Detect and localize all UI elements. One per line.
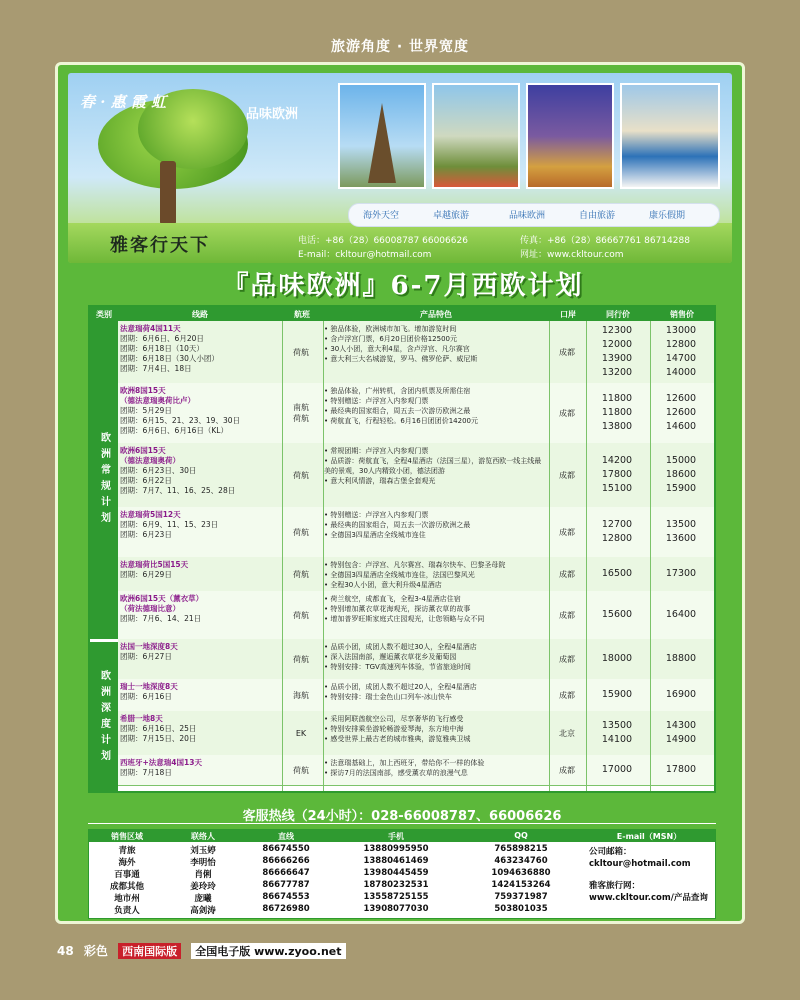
- route-dates: 团期：6月16日: [120, 692, 172, 701]
- header-qq: QQ: [514, 831, 528, 840]
- port-cell: 北京: [559, 728, 575, 738]
- trade-price: 17800: [601, 469, 633, 480]
- edition-web: 全国电子版 www.zyoo.net: [191, 943, 345, 959]
- sale-price-cell: [652, 321, 710, 383]
- sales-mobile: 13980445459: [363, 868, 429, 878]
- page-number: 48: [57, 944, 74, 958]
- company-web-label: 雅客旅行网：: [589, 881, 641, 891]
- sales-contact-table: [88, 829, 716, 919]
- sale-price-cell: [652, 711, 710, 755]
- page-header: 旅游角度 · 世界宽度: [330, 39, 470, 55]
- trade-price: 12300: [601, 325, 633, 336]
- sale-price-cell: [652, 639, 710, 679]
- photo-santorini: [620, 83, 720, 189]
- sales-line: 86674553: [262, 892, 310, 902]
- sale-price-cell: [652, 591, 710, 639]
- trade-price: 14100: [601, 734, 633, 745]
- sales-contact: 高剑涛: [190, 906, 216, 916]
- sales-qq: 1094636880: [491, 868, 551, 878]
- ad-title: 『品味欧洲』6-7月西欧计划: [222, 271, 584, 301]
- trade-price-cell: [588, 443, 646, 507]
- features-cell: • 独品体验，广州转机，含团内机票及所需住宿 • 特别赠送：卢浮宫入内参观门票 • 最经典的国家组合，周五去一次游历欧洲之最 • 荷航直飞，行程轻松。6月16日团团价14200元: [324, 387, 478, 425]
- route-title: 瑞士一地深度8天: [120, 682, 178, 691]
- features-cell: • 特别赠送：卢浮宫入内参观门票 • 最经典的国家组合，周五去一次游历欧洲之最 • 全德国3四星酒店全线城市连住: [324, 511, 471, 539]
- table-row: [118, 755, 714, 786]
- header-mobile: 手机: [388, 832, 404, 841]
- page-footer: [57, 942, 346, 960]
- sale-price: 14600: [665, 421, 697, 432]
- route-title: 法国一地深度8天: [120, 642, 178, 651]
- route-dates: 团期：6月16日、25日 团期：7月15日、20日: [120, 724, 197, 743]
- trade-price-cell: [588, 557, 646, 591]
- port-cell: 成都: [559, 654, 575, 664]
- route-title: 法意瑞荷5国12天: [120, 510, 181, 519]
- port-cell: 成都: [559, 569, 575, 579]
- features-cell: • 品质小团，成团人数不超过20人，全程4星酒店 • 特别安排：瑞士金色山口列车-冰山快车: [324, 683, 477, 701]
- sales-qq: 463234760: [494, 856, 548, 866]
- sale-price: 12600: [665, 393, 697, 404]
- sale-price-cell: [652, 755, 710, 785]
- airline-cell: 荷航: [293, 569, 309, 579]
- sale-price-cell: [652, 557, 710, 591]
- banner: [68, 73, 732, 263]
- sales-region: 青旅: [118, 846, 136, 856]
- header-email: E-mail（MSN）: [616, 832, 682, 841]
- features-cell: • 采用阿联酋航空公司，尽享奢华的飞行感受 • 特别安排乘坐游轮畅游爱琴海，东方地中海 • 感受世界上最古老的城市雅典，游览雅典卫城: [324, 715, 471, 743]
- sales-line: 86666266: [262, 856, 310, 866]
- sales-contact: 姜玲玲: [190, 882, 216, 892]
- sale-price: 12800: [665, 339, 697, 350]
- sales-contact: 肖俐: [194, 870, 212, 880]
- table-row: [118, 679, 714, 712]
- route-cell: [120, 714, 280, 744]
- trade-price: 13800: [601, 421, 633, 432]
- route-cell: [120, 594, 280, 624]
- table-row: [118, 711, 714, 756]
- company-web[interactable]: www.ckltour.com/产品查询: [589, 893, 708, 903]
- airline-cell: 荷航: [293, 765, 309, 775]
- airline-cell: 荷航: [293, 470, 309, 480]
- trade-price: 13200: [601, 367, 633, 378]
- features-cell: • 法意瑞基础上，加上西班牙，带给你不一样的体验 • 探访7月的法国南部，感受薰衣草的浪漫气息: [324, 759, 485, 777]
- sale-price: 18800: [665, 653, 697, 664]
- sales-region: 海外: [118, 858, 136, 868]
- sale-price: 14700: [665, 353, 697, 364]
- sales-qq: 503801035: [494, 904, 548, 914]
- trade-price: 11800: [601, 407, 633, 418]
- sales-mobile: 13880461469: [363, 856, 429, 866]
- port-cell: 成都: [559, 610, 575, 620]
- route-dates: 团期：6月6日、6月20日 团期：6月18日（10天） 团期：6月18日（30人小团） 团期：7月4日、18日: [120, 334, 219, 373]
- sale-price: 18600: [665, 469, 697, 480]
- sale-price: 13600: [665, 533, 697, 544]
- photo-palace: [526, 83, 614, 189]
- trade-price-cell: [588, 321, 646, 383]
- category-regular: 欧洲常规计划: [90, 321, 118, 639]
- sales-qq: 1424153264: [491, 880, 551, 890]
- brand-euro-logo: 品味欧洲: [246, 107, 299, 122]
- features-cell: • 常规团期：卢浮宫入内参观门票 • 品质游：荷航直飞，全程4星酒店（法国三星），游览西欧一线主线最美的景观，30人内精致小团，德法团游 • 意大利风情游，瑞森古堡全套观光: [324, 447, 542, 485]
- trade-price: 11800: [601, 393, 633, 404]
- route-dates: 团期：7月18日: [120, 768, 172, 777]
- route-cell: [120, 560, 280, 580]
- sale-price: 16400: [665, 609, 697, 620]
- port-cell: 成都: [559, 347, 575, 357]
- airline-cell: 南航 荷航: [293, 403, 309, 423]
- header-region: 销售区域: [111, 832, 143, 841]
- sales-contact: 庞曦: [194, 894, 212, 904]
- trade-price-cell: [588, 755, 646, 785]
- route-title: 欧洲6国15天（薰衣草）: [120, 594, 204, 603]
- brand-script-logo: 春 · 惠 霞 虹: [80, 93, 167, 111]
- route-title: 欧洲8国15天: [120, 386, 166, 395]
- table-row: [118, 321, 714, 384]
- sales-line: 86726980: [262, 904, 310, 914]
- eiffel-tower-icon: [368, 103, 396, 183]
- sales-region: 负责人: [114, 906, 140, 916]
- column-divider: [323, 321, 324, 791]
- sale-price-cell: [652, 443, 710, 507]
- port-cell: 成都: [559, 690, 575, 700]
- table-row: [118, 557, 714, 592]
- partner-logo: 康乐假期: [649, 211, 686, 221]
- route-cell: [120, 324, 280, 374]
- tour-advertisement: [55, 62, 745, 924]
- trade-price: 13500: [601, 720, 633, 731]
- features-cell: • 独品体验，欧洲城市加飞。增加游览时间 • 含卢浮宫门票，6月20日团价格12500元 • 30人小团，意大利4星，含卢浮宫、凡尔赛宫 • 意大利三大名城游览，罗马、佛罗伦萨、威尼斯: [324, 325, 478, 363]
- sales-region: 成都其他: [109, 882, 144, 892]
- sales-region: 地市州: [114, 894, 140, 904]
- tree-trunk: [160, 161, 176, 225]
- partner-logo: 自由旅游: [579, 211, 616, 221]
- sale-price: 14900: [665, 734, 697, 745]
- header-airline: 航班: [294, 310, 310, 319]
- partner-logo: 品味欧洲: [509, 211, 546, 221]
- route-cell: [120, 446, 280, 496]
- route-title: 西班牙+法意瑞4国13天: [120, 758, 202, 767]
- header-route: 线路: [192, 310, 208, 319]
- route-title: 法意瑞荷比5国15天: [120, 560, 189, 569]
- route-cell: [120, 386, 280, 436]
- sale-price: 17300: [665, 568, 697, 579]
- trade-price: 18000: [601, 653, 633, 664]
- sales-mobile: 13908077030: [363, 904, 429, 914]
- port-cell: 成都: [559, 527, 575, 537]
- header-sale-price: 销售价: [670, 310, 694, 319]
- route-dates: 团期：5月29日 团期：6月15、21、23、19、30日 团期：6月6日、6月16日（KL）: [120, 406, 240, 435]
- table-row: [118, 507, 714, 558]
- email-line: E-mail：ckltour@hotmail.com: [298, 250, 432, 260]
- features-cell: • 特别包含：卢浮宫、凡尔赛宫、瑞森尔快车、巴黎圣母院 • 全德国3四星酒店全线城市连住，法国巴黎风光 • 全程30人小团，意大利升级4星酒店: [324, 561, 506, 589]
- header-line: 直线: [278, 832, 294, 841]
- sales-line: 86674550: [262, 844, 310, 854]
- website-line: 网址：www.ckltour.com: [520, 250, 624, 260]
- trade-price: 15900: [601, 689, 633, 700]
- sale-price: 14000: [665, 367, 697, 378]
- photo-chateau: [432, 83, 520, 189]
- table-header: [90, 307, 714, 321]
- route-cell: [120, 510, 280, 540]
- sales-mobile: 13880995950: [363, 844, 429, 854]
- route-cell: [120, 758, 280, 778]
- route-dates: 团期：6月9、11、15、23日 团期：6月23日: [120, 520, 219, 539]
- route-title: 欧洲6国15天: [120, 446, 166, 455]
- sale-price: 13000: [665, 325, 697, 336]
- airline-cell: 海航: [293, 690, 309, 700]
- airline-cell: 荷航: [293, 527, 309, 537]
- partner-logo: 海外天空: [363, 211, 400, 221]
- route-title: 法意瑞荷4国11天: [120, 324, 181, 333]
- table-row: [118, 383, 714, 444]
- itinerary-table: [88, 305, 716, 793]
- trade-price: 16500: [601, 568, 633, 579]
- column-divider: [650, 321, 651, 791]
- table-row: [118, 443, 714, 508]
- customer-hotline: 客服热线（24小时）：028-66008787、66006626: [88, 805, 716, 824]
- trade-price: 12000: [601, 339, 633, 350]
- route-dates: 团期：6月23日、30日 团期：6月22日 团期：7月7、11、16、25、28日: [120, 466, 236, 495]
- route-cell: [120, 682, 280, 702]
- header-features: 产品特色: [420, 310, 452, 319]
- trade-price: 12800: [601, 533, 633, 544]
- sales-header: [89, 830, 715, 842]
- column-divider: [282, 321, 283, 791]
- partner-logos-bar: [348, 203, 720, 227]
- partner-logo: 卓越旅游: [433, 211, 470, 221]
- column-divider: [586, 321, 587, 791]
- sale-price-cell: [652, 679, 710, 711]
- route-subtitle: （荷法德瑞比意）: [120, 604, 180, 613]
- column-divider: [549, 321, 550, 791]
- sales-contact: 李明怡: [190, 858, 216, 868]
- sales-contact: 刘玉婷: [190, 846, 216, 856]
- airline-cell: EK: [295, 728, 307, 738]
- airline-cell: 荷航: [293, 610, 309, 620]
- features-cell: • 品质小团，成团人数不超过30人，全程4星酒店 • 深入法国南部，邂逅薰衣草花乡及葡萄园 • 特别安排：TGV高速列车体验，节省旅途时间: [324, 643, 477, 671]
- sales-mobile: 13558725155: [363, 892, 429, 902]
- company-email-label: 公司邮箱：: [589, 847, 632, 857]
- header-port: 口岸: [560, 310, 576, 319]
- features-cell: • 荷兰航空，成都直飞，全程3-4星酒店住宿 • 特别增加薰衣草花海观光，探访薰衣草的故事 • 增加普罗旺斯家庭式庄园观光，让您领略与众不同: [324, 595, 485, 623]
- trade-price-cell: [588, 711, 646, 755]
- airline-cell: 荷航: [293, 347, 309, 357]
- port-cell: 成都: [559, 765, 575, 775]
- route-subtitle: （德法意瑞奥荷比卢）: [120, 396, 195, 405]
- sale-price-cell: [652, 507, 710, 557]
- route-cell: [120, 642, 280, 662]
- trade-price: 14200: [601, 455, 633, 466]
- trade-price: 17000: [601, 764, 633, 775]
- color-label: 彩色: [83, 944, 108, 958]
- slogan: 雅客行天下: [110, 235, 210, 256]
- trade-price-cell: [588, 639, 646, 679]
- trade-price-cell: [588, 591, 646, 639]
- route-dates: 团期：6月27日: [120, 652, 172, 661]
- trade-price-cell: [588, 507, 646, 557]
- trade-price: 15600: [601, 609, 633, 620]
- route-dates: 团期：7月6、14、21日: [120, 614, 202, 623]
- trade-price: 12700: [601, 519, 633, 530]
- sales-mobile: 18780232531: [363, 880, 429, 890]
- sales-line: 86677787: [262, 880, 310, 890]
- header-trade-price: 同行价: [606, 310, 630, 319]
- trade-price: 15100: [601, 483, 633, 494]
- fax-line: 传真：+86（28）86667761 86714288: [520, 236, 690, 246]
- sales-region: 百事通: [114, 870, 140, 880]
- sale-price: 14300: [665, 720, 697, 731]
- sale-price: 12600: [665, 407, 697, 418]
- port-cell: 成都: [559, 408, 575, 418]
- header-category: 类别: [96, 310, 112, 319]
- table-row: [118, 591, 714, 640]
- company-contacts: [589, 846, 713, 904]
- category-deep: 欧洲深度计划: [90, 640, 118, 793]
- trade-price: 13900: [601, 353, 633, 364]
- trade-price-cell: [588, 383, 646, 443]
- phone-line: 电话：+86（28）66008787 66006626: [298, 236, 468, 246]
- sale-price: 15900: [665, 483, 697, 494]
- sale-price: 13500: [665, 519, 697, 530]
- sales-line: 86666647: [262, 868, 310, 878]
- sale-price-cell: [652, 383, 710, 443]
- sale-price: 15000: [665, 455, 697, 466]
- route-title: 希腊一地8天: [120, 714, 163, 723]
- sales-row: [89, 904, 715, 915]
- sales-qq: 765898215: [494, 844, 548, 854]
- sale-price: 16900: [665, 689, 697, 700]
- company-email[interactable]: ckltour@hotmail.com: [589, 859, 691, 869]
- airline-cell: 荷航: [293, 654, 309, 664]
- trade-price-cell: [588, 679, 646, 711]
- route-dates: 团期：6月29日: [120, 570, 172, 579]
- sales-qq: 759371987: [494, 892, 548, 902]
- header-contact: 联络人: [191, 832, 215, 841]
- sale-price: 17800: [665, 764, 697, 775]
- port-cell: 成都: [559, 470, 575, 480]
- table-row: [118, 639, 714, 680]
- route-subtitle: （德法意瑞奥荷）: [120, 456, 180, 465]
- edition-badge: 西南国际版: [118, 943, 181, 959]
